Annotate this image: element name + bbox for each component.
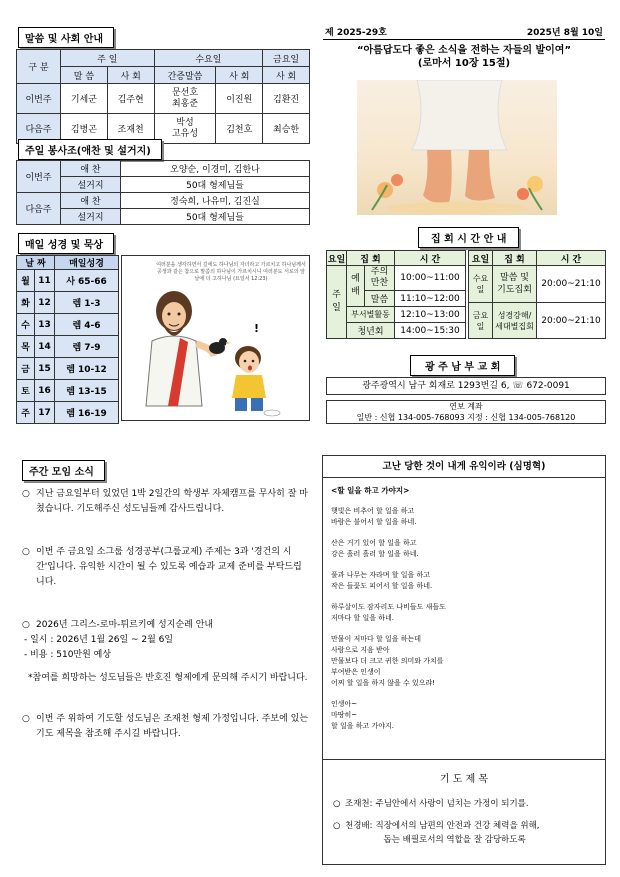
news-sub: - 비용 : 510만원 예상: [24, 650, 112, 660]
poem-line: 사람으로 지음 받아: [331, 646, 390, 654]
cell-label: 설거지: [61, 209, 121, 225]
meeting-time: 12:10~13:00: [395, 307, 466, 323]
prayer-list: [323, 797, 605, 847]
cell: 정숙희, 나유미, 김진실: [121, 193, 310, 209]
sunday-header: 주 일: [61, 50, 155, 67]
sermon-table: [16, 49, 310, 144]
cell-label: 애 찬: [61, 161, 121, 177]
bullet: ○: [22, 714, 30, 724]
date: 14: [35, 336, 55, 358]
feet-illustration: [357, 80, 557, 215]
list-item: [22, 487, 310, 517]
list-item: [22, 618, 310, 686]
day: 목: [17, 336, 35, 358]
poem-stanza: [331, 538, 597, 560]
illustration-caption: 여러분을 생각하면서 길에도 하나님의 자녀라고 가르치고 하나님께서 공생과 같은 참으로 말씀의 하나님이 가르치시니 여러분도 서로의 앞날에 더 고하나님 (요일서 12:23): [156, 262, 306, 282]
sermon-section-title: 말씀 및 사회 안내: [18, 27, 114, 48]
poem-line: 산은 거기 있어 할 일을 하고: [331, 539, 417, 547]
poem-stanza: [331, 506, 597, 528]
meeting-name: 말씀 및 기도집회: [493, 266, 537, 303]
day: 화: [17, 292, 35, 314]
row-label: 다음주: [17, 114, 61, 144]
yoil-header: 요일: [327, 251, 347, 266]
issue-header: [323, 25, 605, 40]
meeting-name: 주의 만찬: [365, 266, 395, 291]
list-item: [22, 712, 310, 742]
issue-date: 2025년 8월 10일: [526, 28, 603, 38]
poem-line: 바람은 불어서 할 일을 하네.: [331, 518, 417, 526]
date: 13: [35, 314, 55, 336]
poem-line: 햇빛은 비추어 할 일을 하고: [331, 507, 415, 515]
meeting-name: 성경강해/ 세대별집회: [493, 303, 537, 339]
list-item: [22, 545, 310, 590]
fri-header: 금요일: [263, 50, 310, 67]
prayer-item: [333, 819, 595, 847]
meeting-time: 10:00~11:00: [395, 266, 466, 291]
day: 토: [17, 380, 35, 402]
news-text: 이번 주 위하여 기도할 성도님은 조재천 형제 가정입니다. 주보에 있는 기도 제목을 참조해 주시길 바랍니다.: [36, 714, 309, 739]
cell: 50대 형제님들: [121, 209, 310, 225]
poem-line: 마땅히~: [331, 711, 358, 719]
news-text: 이번 주 금요일 소그룹 성경공부(그룹교제) 주제는 3과 '경건의 시간'입니다. 유익한 시간이 될 수 있도록 예습과 교제 준비를 부탁드립니다.: [36, 547, 302, 587]
cell: 김환진: [263, 84, 310, 114]
account-numbers: 일반 : 신협 134-005-768093 지정 : 신협 134-005-768120: [356, 413, 576, 422]
poem-line: 부여받은 인생이: [331, 668, 381, 676]
cell: 기세군: [61, 84, 108, 114]
service-section-title: 주일 봉사조(애찬 및 설거지): [18, 139, 162, 160]
sub-header: 간증말씀: [154, 67, 216, 84]
news-text: 지난 금요일부터 있었던 1박 2일간의 학생부 자체캠프를 무사히 잘 마쳤습니다. 기도해주신 성도님들께 감사드립니다.: [36, 489, 308, 514]
poem-line: 강은 흘러 흘러 할 일을 하네.: [331, 550, 419, 558]
poem-line: 저마다 할 일을 하네.: [331, 614, 394, 622]
prayer-title: 기 도 제 목: [439, 774, 489, 785]
reading: 렘 7-9: [55, 336, 119, 358]
yoil-header: 요일: [469, 251, 493, 266]
issue-number: 제 2025-29호: [325, 28, 387, 38]
cell: 최승한: [263, 114, 310, 144]
bullet: ○: [22, 489, 30, 499]
sub-header: 사 회: [107, 67, 154, 84]
bullet: ○: [22, 547, 30, 557]
row-label: 이번주: [17, 161, 61, 193]
prayer-text: 직장에서의 남편의 안전과 건강 체력을 위해,: [375, 821, 540, 831]
cell: 이진원: [216, 84, 263, 114]
jiphoe-header: 집 회: [347, 251, 395, 266]
date: 17: [35, 402, 55, 424]
sub-header: 말 씀: [61, 67, 108, 84]
poem-title: 고난 당한 것이 내게 유익이라 (심명혁): [323, 456, 605, 478]
meeting-name: 청년회: [347, 323, 395, 339]
jiphoe-header: 집 회: [493, 251, 537, 266]
news-list: [22, 487, 310, 742]
verse-ref: (로마서 10장 15절): [417, 58, 511, 69]
poem-subtitle: <할 일을 하고 가야지>: [331, 486, 410, 495]
news-section-title: 주간 모임 소식: [22, 460, 105, 481]
day: 월: [17, 270, 35, 292]
prayer-text: 주님안에서 사랑이 넘치는 가정이 되기를.: [375, 799, 529, 809]
date: 11: [35, 270, 55, 292]
meeting-name: 말씀: [365, 291, 395, 307]
poem-line: 인생아~: [331, 700, 358, 708]
weekday: 금요일: [469, 303, 493, 339]
prayer-text: 돕는 배필로서의 역할을 잘 감당하도록: [383, 835, 526, 845]
date: 12: [35, 292, 55, 314]
day: 주: [17, 402, 35, 424]
cell: 50대 형제님들: [121, 177, 310, 193]
poem-line: 풀과 나무는 자라며 할 일을 하고: [331, 571, 431, 579]
poem-line: 작은 들꽃도 피어서 할 일을 하네.: [331, 582, 433, 590]
weekday-meetings-table: [468, 250, 606, 339]
meeting-time: 14:00~15:30: [395, 323, 466, 339]
cell: 박성 고유성: [154, 114, 216, 144]
cell-label: 설거지: [61, 177, 121, 193]
jesus-child-drawing: [122, 256, 311, 422]
row-label: 다음주: [17, 193, 61, 225]
reading-header: 매일성경: [55, 256, 119, 270]
cell: 조재천: [107, 114, 154, 144]
cell: 김천호: [216, 114, 263, 144]
prayer-name: 천경배:: [345, 821, 373, 831]
cell-label: 애 찬: [61, 193, 121, 209]
prayer-item: [333, 797, 595, 811]
worship-group: 예 배: [347, 266, 365, 307]
account-title: 연보 계좌: [449, 402, 483, 411]
reading: 렘 16-19: [55, 402, 119, 424]
bible-section-title: 매일 성경 및 묵상: [18, 233, 114, 254]
feet-drawing: [357, 80, 557, 215]
verse-text: “아름답도다 좋은 소식을 전하는 자들의 발이여”: [356, 45, 572, 56]
reading: 렘 13-15: [55, 380, 119, 402]
sigan-header: 시 간: [395, 251, 466, 266]
poem-stanza: [331, 634, 597, 689]
sigan-header: 시 간: [537, 251, 606, 266]
bullet: ○: [333, 799, 341, 809]
poem-line: 어찌 할 일을 하지 않을 수 있으랴!: [331, 679, 436, 687]
poem-stanza: [331, 699, 597, 732]
cell: 김주현: [107, 84, 154, 114]
bullet: ○: [333, 821, 341, 831]
meeting-name: 부서별활동: [347, 307, 395, 323]
reading: 렘 10-12: [55, 358, 119, 380]
offering-box: [326, 400, 606, 424]
poem-body: [323, 478, 605, 739]
wed-header: 수요일: [154, 50, 263, 67]
church-name: 광 주 남 부 교 회: [410, 355, 515, 376]
meeting-time: 11:10~12:00: [395, 291, 466, 307]
bible-table: [16, 255, 119, 424]
poem-prayer-box: [322, 455, 606, 865]
news-note: *참여를 희망하는 성도님들은 반호진 형제에게 문의해 주시기 바랍니다.: [28, 673, 308, 683]
poem-stanza: [331, 570, 597, 592]
reading: 사 65-66: [55, 270, 119, 292]
reading: 렘 4-6: [55, 314, 119, 336]
meetings-section-title: 집 회 시 간 안 내: [418, 227, 519, 248]
bible-illustration: [121, 255, 310, 421]
theme-verse: [323, 44, 605, 70]
cell: 오양순, 이경미, 김한나: [121, 161, 310, 177]
poem-line: 만물보다 더 크고 귀한 의미와 가치를: [331, 657, 444, 665]
meeting-time: 20:00~21:10: [537, 266, 606, 303]
bullet: ○: [22, 620, 30, 630]
gubun-header: 구 분: [17, 50, 61, 84]
poem-line: 만물이 저마다 할 일을 하는데: [331, 635, 422, 643]
weekday: 수요일: [469, 266, 493, 303]
cell: 문선호 최홍준: [154, 84, 216, 114]
church-address: 광주광역시 남구 회재로 1293번길 6, ☏ 672-0091: [326, 377, 606, 395]
svg-text:!: !: [254, 322, 260, 335]
meeting-time: 20:00~21:10: [537, 303, 606, 339]
date: 15: [35, 358, 55, 380]
sub-header: 사 회: [216, 67, 263, 84]
service-table: [16, 160, 310, 225]
date-header: 날 짜: [17, 256, 55, 270]
reading: 렘 1-3: [55, 292, 119, 314]
sub-header: 사 회: [263, 67, 310, 84]
prayer-name: 조재천:: [345, 799, 373, 809]
day: 금: [17, 358, 35, 380]
poem-stanza: [331, 602, 597, 624]
date: 16: [35, 380, 55, 402]
sunday-meetings-table: [326, 250, 466, 339]
prayer-section: [323, 759, 605, 847]
news-sub: - 일시 : 2026년 1월 26일 ~ 2월 6일: [24, 635, 174, 645]
poem-line: 하루살이도 잠자리도 나비들도 새들도: [331, 603, 446, 611]
news-text: 2026년 그리스-로마-튀르키예 성지순례 안내: [36, 620, 214, 630]
poem-line: 할 일을 하고 가야지.: [331, 722, 394, 730]
row-label: 이번주: [17, 84, 61, 114]
cell: 김병곤: [61, 114, 108, 144]
day: 수: [17, 314, 35, 336]
sunday-label: 주 일: [327, 266, 347, 339]
